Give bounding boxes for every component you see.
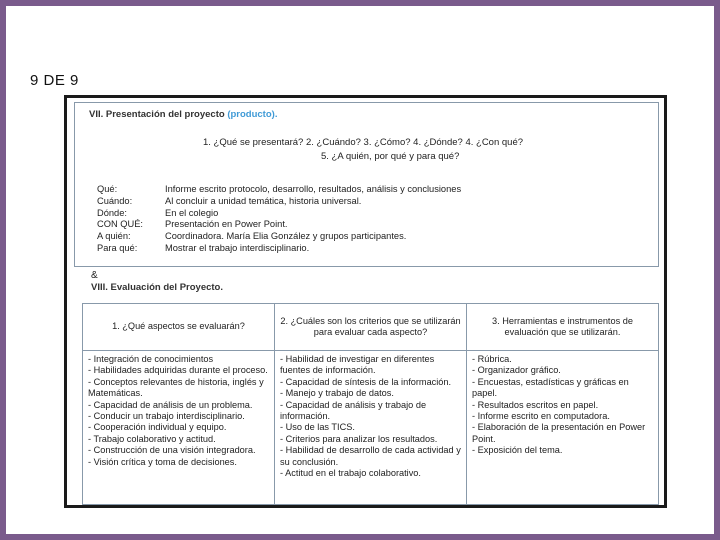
header-tools: 3. Herramientas e instrumentos de evaluación que se utilizarán. xyxy=(467,304,659,351)
list-item: - Conceptos relevantes de historia, inglés y Matemáticas. xyxy=(88,376,264,399)
tools-cell xyxy=(467,351,659,505)
answer-row xyxy=(97,243,461,255)
answers-list xyxy=(97,184,461,255)
questions-line-2: 5. ¿A quién, por qué y para qué? xyxy=(321,151,460,162)
slide xyxy=(6,6,714,534)
criteria-cell xyxy=(275,351,467,505)
list-item: - Habilidad de investigar en diferentes fuentes de información. xyxy=(280,354,435,376)
section7-title-accent: (producto). xyxy=(227,109,278,120)
list-item: - Uso de las TICS. xyxy=(280,422,355,433)
list-item: - Encuestas, estadísticas y gráficas en papel. xyxy=(472,376,629,399)
ampersand-mark: & xyxy=(91,270,98,281)
questions-line-1: 1. ¿Qué se presentará? 2. ¿Cuándo? 3. ¿Cómo? 4. ¿Dónde? 4. ¿Con qué? xyxy=(203,137,524,148)
section7-title xyxy=(89,109,277,120)
answer-value: Presentación en Power Point. xyxy=(165,219,288,230)
list-item: - Criterios para analizar los resultados. xyxy=(280,433,438,444)
list-item: - Visión crítica y toma de decisiones. xyxy=(88,456,237,467)
answer-value: Al concluir a unidad temática, historia universal. xyxy=(165,195,362,206)
list-item: - Conducir un trabajo interdisciplinario. xyxy=(88,411,245,422)
list-item: - Elaboración de la presentación en Power Point. xyxy=(472,422,646,444)
answer-value: Coordinadora. María Elia González y grupos participantes. xyxy=(165,231,407,242)
list-item: - Cooperación individual y equipo. xyxy=(88,422,227,433)
evaluation-table xyxy=(82,303,659,505)
list-item: - Organizador gráfico. xyxy=(472,365,561,376)
header-criteria: 2. ¿Cuáles son los criterios que se utilizarán para evaluar cada aspecto? xyxy=(275,304,467,351)
list-item: - Actitud en el trabajo colaborativo. xyxy=(280,468,421,479)
list-item: - Rúbrica. xyxy=(472,354,512,364)
list-item: - Construcción de una visión integradora. xyxy=(88,445,256,456)
list-item: - Capacidad de análisis y trabajo de información. xyxy=(280,399,427,422)
table-row xyxy=(83,351,659,505)
table-header-row xyxy=(83,304,659,351)
document-image xyxy=(64,95,667,508)
page-label: 9 DE 9 xyxy=(30,72,79,89)
answer-row xyxy=(97,208,461,220)
list-item: - Habilidades adquiridas durante el proceso. xyxy=(88,365,268,376)
answer-value: En el colegio xyxy=(165,207,219,218)
header-aspects: 1. ¿Qué aspectos se evaluarán? xyxy=(83,304,275,351)
answer-value: Mostrar el trabajo interdisciplinario. xyxy=(165,242,310,253)
list-item: - Habilidad de desarrollo de cada actividad y su conclusión. xyxy=(280,445,461,467)
answer-row xyxy=(97,196,461,208)
answer-row xyxy=(97,231,461,243)
list-item: - Integración de conocimientos xyxy=(88,354,214,364)
answer-key: CON QUÉ: xyxy=(97,219,143,230)
section8-title: VIII. Evaluación del Proyecto. xyxy=(91,282,223,293)
list-item: - Capacidad de síntesis de la información. xyxy=(280,376,452,387)
answer-key: Qué: xyxy=(97,184,118,194)
answer-row xyxy=(97,184,461,196)
answer-key: Cuándo: xyxy=(97,195,133,206)
answer-row xyxy=(97,219,461,231)
aspects-cell xyxy=(83,351,275,505)
list-item: - Informe escrito en computadora. xyxy=(472,411,610,422)
list-item: - Exposición del tema. xyxy=(472,445,563,456)
list-item: - Trabajo colaborativo y actitud. xyxy=(88,433,216,444)
project-presentation-section xyxy=(74,102,659,267)
answer-key: Para qué: xyxy=(97,242,138,253)
answer-value: Informe escrito protocolo, desarrollo, resultados, análisis y conclusiones xyxy=(165,184,462,194)
section7-title-text: VII. Presentación del proyecto xyxy=(89,109,225,120)
answer-key: Dónde: xyxy=(97,207,127,218)
list-item: - Resultados escritos en papel. xyxy=(472,399,599,410)
list-item: - Manejo y trabajo de datos. xyxy=(280,388,394,399)
list-item: - Capacidad de análisis de un problema. xyxy=(88,399,253,410)
answer-key: A quién: xyxy=(97,231,131,242)
